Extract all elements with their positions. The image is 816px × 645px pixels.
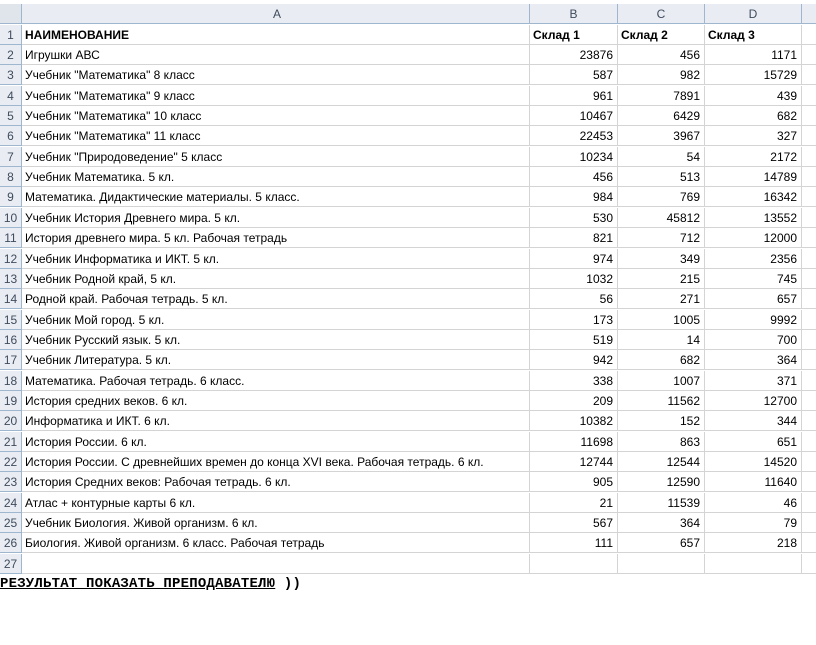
- cell-name[interactable]: История России. 6 кл.: [22, 432, 530, 452]
- cell-warehouse-3[interactable]: [705, 554, 802, 574]
- cell-warehouse-2[interactable]: 45812: [618, 208, 705, 228]
- cell-warehouse-1[interactable]: 942: [530, 350, 618, 370]
- table-row: [0, 371, 816, 391]
- cell-warehouse-3[interactable]: 657: [705, 289, 802, 309]
- cell-name[interactable]: Математика. Рабочая тетрадь. 6 класс.: [22, 371, 530, 391]
- table-row: [0, 289, 816, 309]
- cell-e[interactable]: [802, 330, 816, 350]
- cell-warehouse-2[interactable]: 682: [618, 350, 705, 370]
- cell-warehouse-1[interactable]: 111: [530, 533, 618, 553]
- cell-warehouse-2[interactable]: 54: [618, 147, 705, 167]
- table-row: [0, 45, 816, 65]
- cell-warehouse-2[interactable]: 769: [618, 187, 705, 207]
- cell-e[interactable]: [802, 554, 816, 574]
- cell-warehouse-1[interactable]: 56: [530, 289, 618, 309]
- cell-e[interactable]: [802, 187, 816, 207]
- cell-e[interactable]: [802, 249, 816, 269]
- row-number[interactable]: 6: [0, 126, 22, 146]
- cell-name[interactable]: Учебник Информатика и ИКТ. 5 кл.: [22, 249, 530, 269]
- cell-name[interactable]: Учебник "Математика" 9 класс: [22, 86, 530, 106]
- column-header-a[interactable]: A: [22, 4, 530, 24]
- cell-warehouse-3[interactable]: 2172: [705, 147, 802, 167]
- cell-warehouse-3[interactable]: 439: [705, 86, 802, 106]
- cell-warehouse-3[interactable]: 344: [705, 411, 802, 431]
- cell-name[interactable]: Математика. Дидактические материалы. 5 класс.: [22, 187, 530, 207]
- cell-name[interactable]: История древнего мира. 5 кл. Рабочая тетрадь: [22, 228, 530, 248]
- cell-warehouse-2[interactable]: 456: [618, 45, 705, 65]
- row-number[interactable]: 27: [0, 554, 22, 574]
- cell-e[interactable]: [802, 411, 816, 431]
- cell-warehouse-3[interactable]: 218: [705, 533, 802, 553]
- cell-name[interactable]: Учебник Математика. 5 кл.: [22, 167, 530, 187]
- table-row: [0, 533, 816, 553]
- cell-warehouse-2[interactable]: 1005: [618, 310, 705, 330]
- header-cell-warehouse-3[interactable]: Склад 3: [705, 25, 802, 45]
- row-number[interactable]: 24: [0, 493, 22, 513]
- cell-name[interactable]: История Средних веков: Рабочая тетрадь. 6 кл.: [22, 472, 530, 492]
- cell-warehouse-3[interactable]: 364: [705, 350, 802, 370]
- cell-name[interactable]: История средних веков. 6 кл.: [22, 391, 530, 411]
- cell-warehouse-2[interactable]: 863: [618, 432, 705, 452]
- cell-warehouse-3[interactable]: 14520: [705, 452, 802, 472]
- cell-warehouse-1[interactable]: 984: [530, 187, 618, 207]
- cell-warehouse-3[interactable]: 13552: [705, 208, 802, 228]
- cell-e[interactable]: [802, 126, 816, 146]
- cell-warehouse-2[interactable]: 349: [618, 249, 705, 269]
- row-number[interactable]: 9: [0, 187, 22, 207]
- column-header-c[interactable]: C: [618, 4, 705, 24]
- cell-name[interactable]: [22, 554, 530, 574]
- cell-warehouse-3[interactable]: 11640: [705, 472, 802, 492]
- table-row: [0, 513, 816, 533]
- row-number[interactable]: 20: [0, 411, 22, 431]
- header-cell-name[interactable]: НАИМЕНОВАНИЕ: [22, 25, 530, 45]
- cell-name[interactable]: Информатика и ИКТ. 6 кл.: [22, 411, 530, 431]
- cell-warehouse-2[interactable]: 271: [618, 289, 705, 309]
- cell-warehouse-1[interactable]: 567: [530, 513, 618, 533]
- table-row: [0, 432, 816, 452]
- cell-name[interactable]: Учебник История Древнего мира. 5 кл.: [22, 208, 530, 228]
- cell-e[interactable]: [802, 45, 816, 65]
- cell-warehouse-1[interactable]: 530: [530, 208, 618, 228]
- cell-warehouse-2[interactable]: 14: [618, 330, 705, 350]
- cell-e[interactable]: [802, 533, 816, 553]
- cell-name[interactable]: Учебник Родной край, 5 кл.: [22, 269, 530, 289]
- cell-e[interactable]: [802, 310, 816, 330]
- cell-e[interactable]: [802, 147, 816, 167]
- cell-warehouse-1[interactable]: 905: [530, 472, 618, 492]
- table-row: [0, 106, 816, 126]
- cell-warehouse-2[interactable]: 657: [618, 533, 705, 553]
- row-number[interactable]: 22: [0, 452, 22, 472]
- table-row: [0, 350, 816, 370]
- cell-name[interactable]: Учебник "Математика" 10 класс: [22, 106, 530, 126]
- cell-warehouse-3[interactable]: 46: [705, 493, 802, 513]
- cell-warehouse-2[interactable]: 152: [618, 411, 705, 431]
- cell-warehouse-1[interactable]: 173: [530, 310, 618, 330]
- row-number[interactable]: 11: [0, 228, 22, 248]
- cell-warehouse-3[interactable]: 12700: [705, 391, 802, 411]
- cell-e[interactable]: [802, 432, 816, 452]
- footer-note-underlined: РЕЗУЛЬТАТ ПОКАЗАТЬ ПРЕПОДАВАТЕЛЮ: [0, 576, 276, 592]
- table-row: [0, 147, 816, 167]
- cell-name[interactable]: Биология. Живой организм. 6 класс. Рабочая тетрадь: [22, 533, 530, 553]
- cell-name[interactable]: Учебник Биология. Живой организм. 6 кл.: [22, 513, 530, 533]
- cell-name[interactable]: Учебник "Математика" 8 класс: [22, 65, 530, 85]
- row-number[interactable]: 17: [0, 350, 22, 370]
- cell-warehouse-2[interactable]: 12590: [618, 472, 705, 492]
- cell-warehouse-3[interactable]: 651: [705, 432, 802, 452]
- cell-e[interactable]: [802, 289, 816, 309]
- cell-name[interactable]: Родной край. Рабочая тетрадь. 5 кл.: [22, 289, 530, 309]
- cell-warehouse-1[interactable]: [530, 554, 618, 574]
- row-number[interactable]: 7: [0, 147, 22, 167]
- header-cell-warehouse-2[interactable]: Склад 2: [618, 25, 705, 45]
- cell-warehouse-2[interactable]: 215: [618, 269, 705, 289]
- cell-warehouse-1[interactable]: 10467: [530, 106, 618, 126]
- cell-warehouse-2[interactable]: 513: [618, 167, 705, 187]
- cell-warehouse-2[interactable]: 3967: [618, 126, 705, 146]
- cell-warehouse-1[interactable]: 22453: [530, 126, 618, 146]
- cell-warehouse-2[interactable]: 6429: [618, 106, 705, 126]
- cell-warehouse-1[interactable]: 974: [530, 249, 618, 269]
- cell-warehouse-3[interactable]: 327: [705, 126, 802, 146]
- cell-e[interactable]: [802, 472, 816, 492]
- cell-e[interactable]: [802, 86, 816, 106]
- table-row: [0, 472, 816, 492]
- table-row: [0, 554, 816, 574]
- header-cell-warehouse-1[interactable]: Склад 1: [530, 25, 618, 45]
- cell-warehouse-1[interactable]: 456: [530, 167, 618, 187]
- table-row: [0, 86, 816, 106]
- cell-warehouse-3[interactable]: 14789: [705, 167, 802, 187]
- cell-e[interactable]: [802, 371, 816, 391]
- row-number[interactable]: 14: [0, 289, 22, 309]
- cell-warehouse-3[interactable]: 16342: [705, 187, 802, 207]
- row-number[interactable]: 13: [0, 269, 22, 289]
- table-row: [0, 391, 816, 411]
- cell-warehouse-1[interactable]: 209: [530, 391, 618, 411]
- cell-e[interactable]: [802, 350, 816, 370]
- column-header-e[interactable]: [802, 4, 816, 24]
- cell-e[interactable]: [802, 25, 816, 45]
- table-row: [0, 493, 816, 513]
- column-header-d[interactable]: D: [705, 4, 802, 24]
- cell-name[interactable]: Атлас + контурные карты 6 кл.: [22, 493, 530, 513]
- cell-warehouse-1[interactable]: 821: [530, 228, 618, 248]
- cell-warehouse-3[interactable]: 2356: [705, 249, 802, 269]
- cell-warehouse-1[interactable]: 587: [530, 65, 618, 85]
- cell-e[interactable]: [802, 228, 816, 248]
- cell-warehouse-3[interactable]: 700: [705, 330, 802, 350]
- cell-warehouse-2[interactable]: 982: [618, 65, 705, 85]
- cell-name[interactable]: История России. С древнейших времен до конца XVI века. Рабочая тетрадь. 6 кл.: [22, 452, 530, 472]
- row-number[interactable]: 10: [0, 208, 22, 228]
- table-row: [0, 187, 816, 207]
- row-number[interactable]: 1: [0, 25, 22, 45]
- table-row: [0, 126, 816, 146]
- cell-warehouse-3[interactable]: 79: [705, 513, 802, 533]
- cell-e[interactable]: [802, 452, 816, 472]
- table-row: [0, 411, 816, 431]
- table-row: [0, 330, 816, 350]
- table-row: [0, 269, 816, 289]
- cell-name[interactable]: Учебник Русский язык. 5 кл.: [22, 330, 530, 350]
- table-row: [0, 167, 816, 187]
- cell-e[interactable]: [802, 269, 816, 289]
- select-all-corner[interactable]: [0, 4, 22, 24]
- row-number[interactable]: 2: [0, 45, 22, 65]
- cell-warehouse-1[interactable]: 10382: [530, 411, 618, 431]
- cell-warehouse-1[interactable]: 21: [530, 493, 618, 513]
- row-number[interactable]: 16: [0, 330, 22, 350]
- cell-name[interactable]: Учебник "Математика" 11 класс: [22, 126, 530, 146]
- row-number[interactable]: 18: [0, 371, 22, 391]
- cell-name[interactable]: Учебник Мой город. 5 кл.: [22, 310, 530, 330]
- row-number[interactable]: 15: [0, 310, 22, 330]
- cell-warehouse-2[interactable]: 712: [618, 228, 705, 248]
- footer-note: [0, 576, 301, 592]
- cell-warehouse-1[interactable]: 11698: [530, 432, 618, 452]
- row-number[interactable]: 8: [0, 167, 22, 187]
- cell-warehouse-2[interactable]: 1007: [618, 371, 705, 391]
- cell-warehouse-1[interactable]: 1032: [530, 269, 618, 289]
- cell-e[interactable]: [802, 167, 816, 187]
- row-number[interactable]: 4: [0, 86, 22, 106]
- cell-warehouse-1[interactable]: 12744: [530, 452, 618, 472]
- cell-warehouse-3[interactable]: 1171: [705, 45, 802, 65]
- table-row: [0, 452, 816, 472]
- cell-warehouse-1[interactable]: 10234: [530, 147, 618, 167]
- cell-warehouse-1[interactable]: 23876: [530, 45, 618, 65]
- cell-warehouse-3[interactable]: 12000: [705, 228, 802, 248]
- cell-e[interactable]: [802, 513, 816, 533]
- row-number[interactable]: 26: [0, 533, 22, 553]
- cell-warehouse-3[interactable]: 682: [705, 106, 802, 126]
- row-number[interactable]: 12: [0, 249, 22, 269]
- cell-name[interactable]: Учебник "Природоведение" 5 класс: [22, 147, 530, 167]
- column-header-row: [0, 4, 816, 24]
- cell-warehouse-1[interactable]: 961: [530, 86, 618, 106]
- cell-warehouse-3[interactable]: 15729: [705, 65, 802, 85]
- column-header-b[interactable]: B: [530, 4, 618, 24]
- cell-name[interactable]: Учебник Литература. 5 кл.: [22, 350, 530, 370]
- cell-warehouse-2[interactable]: 364: [618, 513, 705, 533]
- cell-e[interactable]: [802, 65, 816, 85]
- table-row: [0, 249, 816, 269]
- cell-warehouse-2[interactable]: 7891: [618, 86, 705, 106]
- cell-warehouse-3[interactable]: 371: [705, 371, 802, 391]
- cell-name[interactable]: Игрушки АВС: [22, 45, 530, 65]
- cell-e[interactable]: [802, 493, 816, 513]
- row-number[interactable]: 25: [0, 513, 22, 533]
- row-number[interactable]: 19: [0, 391, 22, 411]
- cell-e[interactable]: [802, 391, 816, 411]
- cell-warehouse-3[interactable]: 745: [705, 269, 802, 289]
- table-row: [0, 228, 816, 248]
- row-number[interactable]: 23: [0, 472, 22, 492]
- cell-warehouse-3[interactable]: 9992: [705, 310, 802, 330]
- cell-warehouse-2[interactable]: 11562: [618, 391, 705, 411]
- cell-e[interactable]: [802, 208, 816, 228]
- footer-note-tail: )): [275, 576, 302, 592]
- table-header-row: [0, 25, 816, 45]
- cell-e[interactable]: [802, 106, 816, 126]
- row-number[interactable]: 3: [0, 65, 22, 85]
- table-row: [0, 310, 816, 330]
- row-number[interactable]: 5: [0, 106, 22, 126]
- cell-warehouse-2[interactable]: 11539: [618, 493, 705, 513]
- cell-warehouse-2[interactable]: [618, 554, 705, 574]
- table-row: [0, 65, 816, 85]
- cell-warehouse-2[interactable]: 12544: [618, 452, 705, 472]
- cell-warehouse-1[interactable]: 519: [530, 330, 618, 350]
- row-number[interactable]: 21: [0, 432, 22, 452]
- table-row: [0, 208, 816, 228]
- cell-warehouse-1[interactable]: 338: [530, 371, 618, 391]
